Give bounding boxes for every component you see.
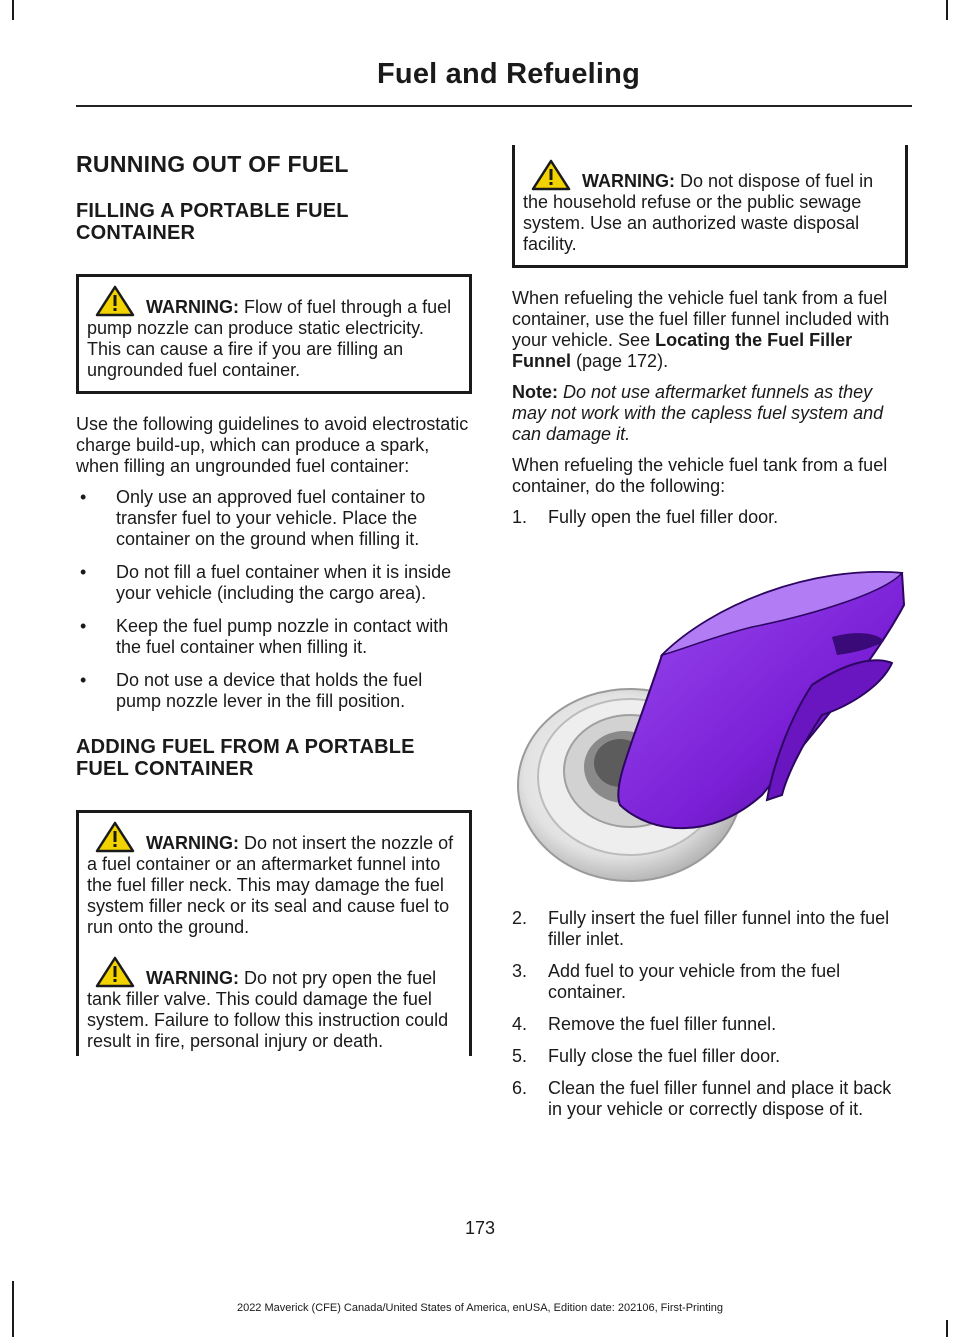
step-number: 6.: [512, 1078, 528, 1098]
guidelines-list: [76, 487, 472, 712]
warning-text: Do not pry open the fuel tank filler valve. This could damage the fuel system. Failure to follow this instruction could result in fire, personal injury or death.: [87, 968, 449, 1051]
step-text: Add fuel to your vehicle from the fuel container.: [548, 961, 841, 1002]
header-rule: [76, 105, 912, 107]
list-item: • Keep the fuel pump nozzle in contact with the fuel container when filling it.: [76, 616, 472, 658]
warning-triangle-icon: [93, 821, 141, 853]
step-number: 5.: [512, 1046, 528, 1066]
note: [512, 382, 908, 445]
warning-triangle-icon: [93, 285, 141, 317]
note-label: Note:: [512, 382, 558, 402]
crop-mark-top-left: [12, 0, 14, 20]
funnel-link[interactable]: Locating the Fuel Filler Funnel: [512, 330, 853, 371]
step-text: Clean the fuel filler funnel and place it back in your vehicle or correctly dispose of it.: [548, 1078, 892, 1119]
page-number: 173: [464, 1218, 496, 1238]
warning-text: Flow of fuel through a fuel pump nozzle can produce static electricity. This can cause a fire if you are filling an ungrounded fuel container.: [87, 297, 452, 380]
crop-mark-bottom-right: [946, 1320, 948, 1337]
warning-triangle-icon: [529, 159, 577, 191]
guidelines-intro: Use the following guidelines to avoid electrostatic charge build-up, which can produce a spark, when filling an ungrounded fuel container:: [76, 414, 469, 476]
warning-triangle-icon: [93, 956, 141, 988]
subsection-title-adding: ADDING FUEL FROM A PORTABLE FUEL CONTAINER: [76, 736, 415, 780]
list-item: [512, 961, 908, 1003]
step-text: Fully insert the fuel filler funnel into the fuel filler inlet.: [548, 908, 890, 949]
procedure-steps: [512, 908, 908, 1120]
list-item: • Only use an approved fuel container to transfer fuel to your vehicle. Place the container on the ground when filling it.: [76, 487, 472, 550]
footer-edition-info: 2022 Maverick (CFE) Canada/United States of America, enUSA, Edition date: 202106, First-Printing: [236, 1302, 724, 1314]
step-text: Fully close the fuel filler door.: [548, 1046, 781, 1066]
step-number: 1.: [512, 507, 528, 527]
step-text: Remove the fuel filler funnel.: [548, 1014, 777, 1034]
step-number: 3.: [512, 961, 528, 981]
right-column: [512, 145, 908, 1131]
warning-disposal: [523, 159, 897, 255]
warning-static-electricity: [87, 285, 461, 381]
warning-box-disposal: [512, 145, 908, 268]
warning-box-adding: [76, 810, 472, 1056]
funnel-instructions: [512, 288, 908, 372]
fuel-funnel: [618, 572, 904, 828]
procedure-intro: When refueling the vehicle fuel tank from a fuel container, do the following:: [512, 455, 888, 496]
warning-nozzle: [87, 821, 461, 938]
list-item: [512, 1014, 908, 1035]
warning-text: Do not insert the nozzle of a fuel container or an aftermarket funnel into the fuel filler neck. This may damage the fuel system filler neck or its seal and cause fuel to run onto the ground.: [87, 833, 454, 937]
list-item: [512, 1046, 908, 1067]
step-number: 4.: [512, 1014, 528, 1034]
warning-box-static: [76, 274, 472, 394]
warning-filler-valve: [87, 956, 461, 1052]
crop-mark-top-right: [946, 0, 948, 20]
step-number: 2.: [512, 908, 528, 928]
warning-label: WARNING:: [146, 833, 240, 853]
warning-label: WARNING:: [582, 171, 676, 191]
section-title: RUNNING OUT OF FUEL: [76, 151, 349, 177]
list-item: [512, 908, 908, 950]
list-item: • Do not fill a fuel container when it is inside your vehicle (including the cargo area).: [76, 562, 472, 604]
left-column: [76, 145, 472, 1056]
fuel-funnel-illustration: [512, 545, 908, 885]
list-item: [512, 507, 908, 528]
funnel-instructions-text: When refueling the vehicle fuel tank from a fuel container, use the fuel filler funnel included with your vehicle. See: [512, 288, 890, 350]
warning-label: WARNING:: [146, 968, 240, 988]
list-item: • Do not use a device that holds the fuel pump nozzle lever in the fill position.: [76, 670, 472, 712]
list-item: [512, 1078, 908, 1120]
warning-text: Do not dispose of fuel in the household refuse or the public sewage system. Use an authorized waste disposal facility.: [523, 171, 874, 254]
subsection-title-filling: FILLING A PORTABLE FUEL CONTAINER: [76, 200, 349, 244]
note-text: Do not use aftermarket funnels as they may not work with the capless fuel system and can damage it.: [512, 382, 884, 444]
step-text: Fully open the fuel filler door.: [548, 507, 779, 527]
warning-label: WARNING:: [146, 297, 240, 317]
page-header-title: Fuel and Refueling: [377, 58, 640, 90]
procedure-steps-first: [512, 507, 908, 528]
page-reference: (page 172).: [571, 351, 669, 371]
